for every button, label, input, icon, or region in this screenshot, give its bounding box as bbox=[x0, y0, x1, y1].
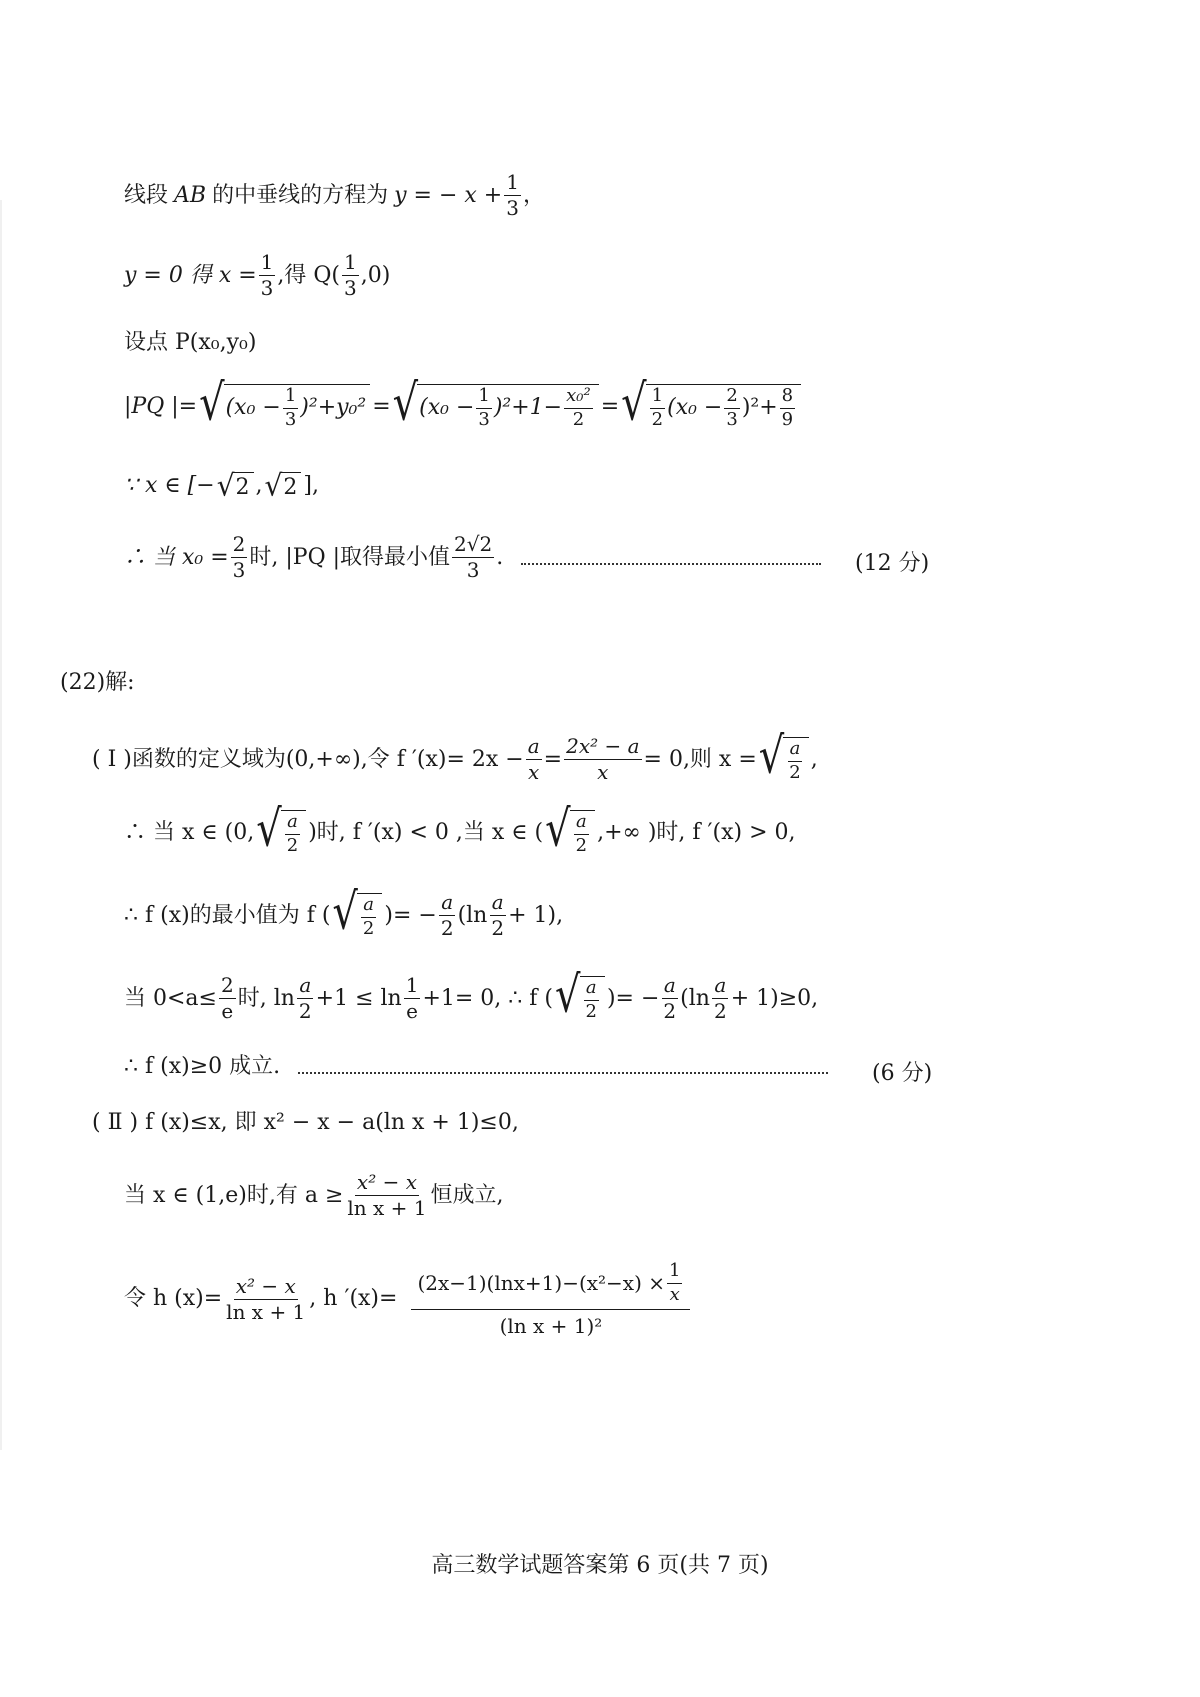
numerator: 8 bbox=[780, 387, 795, 409]
radicand: 2 bbox=[234, 472, 254, 500]
line-perpendicular-bisector bbox=[124, 172, 545, 219]
text: , bbox=[255, 473, 263, 498]
text: 线段 bbox=[124, 182, 169, 208]
numerator: a bbox=[361, 896, 376, 918]
denominator: 3 bbox=[726, 408, 738, 430]
fraction bbox=[584, 976, 599, 1022]
radical bbox=[216, 468, 254, 503]
text: (2x−1)(lnx+1)−(x²−x) × bbox=[417, 1270, 666, 1295]
numerator: a bbox=[714, 973, 727, 997]
denominator: x bbox=[528, 760, 540, 784]
text: |PQ |= bbox=[124, 393, 198, 419]
numerator: a bbox=[285, 813, 300, 835]
fraction bbox=[439, 892, 456, 939]
numerator: 1 bbox=[283, 387, 298, 409]
text: ， bbox=[522, 182, 545, 208]
denominator: 2 bbox=[789, 761, 801, 783]
denominator: 2 bbox=[298, 999, 312, 1023]
denominator: 3 bbox=[344, 276, 357, 300]
fraction bbox=[224, 1273, 307, 1324]
text: , bbox=[810, 746, 818, 772]
fraction bbox=[452, 534, 494, 581]
text: )²+ bbox=[741, 395, 778, 421]
denominator: e bbox=[221, 999, 234, 1023]
numerator: a bbox=[574, 813, 589, 835]
text: 的中垂线的方程为 bbox=[212, 182, 389, 208]
denominator: 3 bbox=[506, 196, 519, 220]
text: )= − bbox=[606, 985, 660, 1011]
fraction bbox=[476, 387, 491, 430]
text: 令 h (x)= bbox=[124, 1286, 223, 1312]
line-set-point-p bbox=[124, 332, 256, 354]
text: )²+y₀² bbox=[300, 395, 367, 421]
fraction bbox=[411, 1262, 690, 1337]
numerator: 1 bbox=[405, 973, 419, 997]
scan-edge bbox=[0, 200, 2, 1450]
fraction bbox=[667, 1262, 682, 1305]
numerator: x² − x bbox=[235, 1273, 296, 1298]
fraction bbox=[361, 893, 376, 939]
numerator: x² − x bbox=[356, 1170, 417, 1194]
denominator: (ln x + 1)² bbox=[499, 1313, 603, 1338]
radical-sign: √ bbox=[199, 374, 225, 433]
text: 时, ln bbox=[237, 985, 295, 1011]
fraction bbox=[574, 813, 589, 856]
part-1-case bbox=[124, 966, 819, 1024]
fraction bbox=[780, 387, 795, 430]
text: + 1)≥0, bbox=[730, 985, 819, 1011]
denominator: 3 bbox=[260, 276, 274, 300]
radicand bbox=[224, 384, 371, 430]
radical-sign: √ bbox=[264, 468, 283, 503]
denominator: 2 bbox=[491, 916, 505, 940]
fraction bbox=[504, 172, 521, 219]
radical-sign: √ bbox=[256, 800, 282, 859]
fraction bbox=[404, 975, 421, 1022]
text: ( Ⅱ ) f (x)≤x, 即 x² − x − a(ln x + 1)≤0, bbox=[92, 1110, 519, 1135]
radical bbox=[392, 374, 599, 433]
score-6: (6 分) bbox=[872, 1061, 933, 1086]
radicand bbox=[783, 737, 808, 783]
numerator: a bbox=[663, 973, 676, 997]
numerator: a bbox=[491, 890, 504, 914]
text: , h ′(x)= bbox=[309, 1286, 398, 1312]
dot-leader bbox=[521, 563, 821, 565]
radical bbox=[621, 374, 801, 433]
denominator: 2 bbox=[585, 1000, 597, 1022]
numerator: a bbox=[527, 734, 540, 758]
fraction bbox=[297, 975, 314, 1022]
part-2-h-function bbox=[124, 1262, 692, 1337]
denominator: ln x + 1 bbox=[347, 1196, 427, 1220]
dot-leader bbox=[298, 1072, 828, 1074]
numerator: a bbox=[788, 740, 803, 762]
radical-sign: √ bbox=[332, 883, 358, 941]
fraction bbox=[285, 813, 300, 856]
text: 当 0<a≤ bbox=[124, 985, 217, 1011]
text: ], bbox=[303, 473, 319, 498]
numerator: 1 bbox=[260, 250, 274, 274]
text: ∵ x ∈ [− bbox=[124, 473, 215, 498]
denominator: 2 bbox=[651, 408, 664, 430]
part-2-inequality bbox=[92, 1112, 519, 1134]
text: (x₀ − bbox=[419, 395, 475, 421]
radicand bbox=[417, 384, 599, 430]
numerator: a bbox=[584, 979, 599, 1001]
denominator: 2 bbox=[575, 834, 588, 856]
part-1-monotonicity bbox=[124, 800, 796, 859]
text: . bbox=[496, 544, 504, 570]
radicand: 2 bbox=[281, 472, 301, 500]
denominator: x bbox=[669, 1283, 680, 1305]
equation: y = − x + bbox=[394, 182, 503, 208]
radicand bbox=[646, 384, 801, 430]
text: ( Ⅰ )函数的定义域为(0,+∞),令 f ′(x)= 2x − bbox=[92, 746, 524, 772]
text: )= − bbox=[384, 902, 437, 928]
text: ∴ 当 x ∈ (0, bbox=[124, 819, 255, 845]
fraction bbox=[489, 892, 506, 939]
numerator: a bbox=[441, 890, 454, 914]
numerator: 1 bbox=[667, 1262, 682, 1284]
fraction bbox=[231, 534, 248, 581]
numerator: 2√2 bbox=[454, 532, 493, 556]
numerator: 1 bbox=[506, 170, 519, 194]
text: = bbox=[372, 393, 391, 419]
text: + 1), bbox=[508, 902, 564, 928]
text: 时, |PQ |取得最小值 bbox=[249, 544, 451, 570]
radical bbox=[256, 800, 306, 859]
fraction bbox=[712, 975, 729, 1022]
line-q-point bbox=[124, 252, 390, 299]
text: = 0,则 x = bbox=[643, 746, 757, 772]
text: ,0) bbox=[360, 262, 391, 288]
numerator: x₀² bbox=[564, 387, 593, 409]
radical bbox=[199, 374, 370, 433]
text: )时, f ′(x) < 0 ,当 x ∈ ( bbox=[308, 819, 544, 845]
text: AB bbox=[174, 182, 207, 208]
radical-sign: √ bbox=[621, 374, 647, 433]
fraction bbox=[787, 737, 802, 783]
numerator: 1 bbox=[344, 250, 357, 274]
fraction bbox=[724, 387, 739, 430]
fraction bbox=[345, 1172, 428, 1219]
text: )²+1− bbox=[493, 395, 563, 421]
radical-sign: √ bbox=[216, 468, 235, 503]
score-12: (12 分) bbox=[855, 551, 930, 576]
text: (22)解: bbox=[60, 670, 135, 695]
radicand bbox=[570, 810, 595, 856]
numerator: 2x² − a bbox=[566, 734, 640, 758]
part-1-conclusion bbox=[124, 1056, 846, 1078]
text: ∴ f (x)的最小值为 f ( bbox=[124, 902, 331, 928]
text: +1= 0, ∴ f ( bbox=[422, 985, 554, 1011]
fraction bbox=[219, 975, 236, 1022]
numerator: a bbox=[299, 973, 312, 997]
line-x-range bbox=[124, 468, 319, 503]
denominator: 2 bbox=[440, 916, 454, 940]
radical bbox=[264, 468, 302, 503]
part-1-domain bbox=[92, 727, 818, 785]
denominator: 3 bbox=[466, 558, 480, 582]
fraction bbox=[259, 252, 276, 299]
text: (x₀ − bbox=[667, 395, 723, 421]
numerator bbox=[411, 1262, 690, 1310]
radical-sign: √ bbox=[758, 727, 785, 785]
page-footer: 高三数学试题答案第 6 页(共 7 页) bbox=[431, 1553, 769, 1578]
numerator: 2 bbox=[220, 973, 234, 997]
numerator: 1 bbox=[476, 387, 491, 409]
text: +1 ≤ ln bbox=[315, 985, 402, 1011]
denominator: 2 bbox=[572, 408, 585, 430]
text: ,+∞ )时, f ′(x) > 0, bbox=[597, 819, 796, 845]
denominator: 2 bbox=[713, 999, 727, 1023]
fraction bbox=[526, 736, 542, 783]
radical bbox=[758, 727, 809, 785]
radicand bbox=[580, 976, 605, 1022]
text: = bbox=[600, 393, 620, 419]
text: ∴ 当 x₀ = bbox=[124, 544, 229, 570]
radical-sign: √ bbox=[545, 800, 571, 859]
denominator: x bbox=[597, 760, 609, 784]
numerator: 2 bbox=[232, 532, 246, 556]
text: 当 x ∈ (1,e)时,有 a ≥ bbox=[124, 1182, 344, 1208]
radicand bbox=[281, 810, 306, 856]
denominator: 2 bbox=[362, 917, 375, 939]
denominator: ln x + 1 bbox=[226, 1299, 306, 1324]
part-1-minimum bbox=[124, 883, 564, 941]
radical bbox=[332, 883, 382, 941]
numerator: 2 bbox=[724, 387, 739, 409]
line-min-pq bbox=[124, 534, 839, 581]
denominator: 3 bbox=[284, 408, 297, 430]
denominator: 2 bbox=[286, 834, 299, 856]
fraction bbox=[564, 736, 641, 783]
fraction bbox=[283, 387, 298, 430]
denominator: 9 bbox=[781, 408, 794, 430]
radicand bbox=[357, 893, 382, 939]
denominator: e bbox=[406, 999, 418, 1023]
fraction bbox=[650, 387, 665, 430]
radical bbox=[545, 800, 595, 859]
line-pq-distance bbox=[124, 374, 803, 433]
text: (x₀ − bbox=[225, 395, 281, 421]
fraction bbox=[661, 975, 678, 1022]
text: ∴ f (x)≥0 成立. bbox=[124, 1054, 281, 1079]
fraction bbox=[342, 252, 359, 299]
part-2-condition bbox=[124, 1172, 504, 1219]
text: (ln bbox=[680, 985, 710, 1011]
radical bbox=[555, 966, 605, 1024]
text: (ln bbox=[457, 902, 488, 928]
question-22-heading bbox=[60, 672, 135, 694]
text: 设点 P(x₀,y₀) bbox=[124, 330, 257, 355]
radical-sign: √ bbox=[555, 966, 581, 1024]
denominator: 3 bbox=[232, 558, 246, 582]
text: ,得 Q( bbox=[277, 262, 341, 288]
denominator: 3 bbox=[478, 408, 490, 430]
denominator: 2 bbox=[663, 999, 677, 1023]
text: 恒成立, bbox=[430, 1182, 504, 1208]
radical-sign: √ bbox=[392, 374, 419, 433]
text: y = 0 得 x = bbox=[124, 262, 257, 288]
text: = bbox=[543, 746, 563, 772]
fraction bbox=[564, 387, 593, 430]
numerator: 1 bbox=[650, 387, 665, 409]
